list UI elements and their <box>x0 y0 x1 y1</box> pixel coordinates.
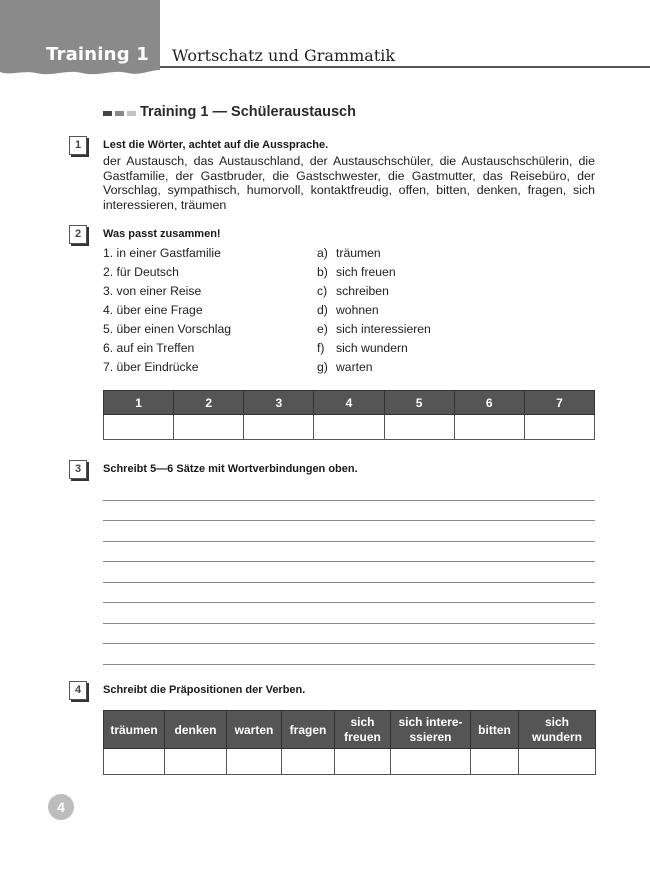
writing-line[interactable] <box>103 582 595 583</box>
preposition-cell[interactable] <box>471 749 519 775</box>
grid-header-3: 3 <box>244 391 314 415</box>
verb-header-text: träumen <box>110 722 158 737</box>
verb-header-denken <box>165 711 227 749</box>
left-item-2: 2. für Deutsch <box>103 265 179 279</box>
verb-header-text: fragen <box>289 722 327 737</box>
answer-cell-5[interactable] <box>384 415 454 440</box>
verb-header-traeumen <box>104 711 165 749</box>
grid-header-7: 7 <box>524 391 594 415</box>
right-item-g <box>317 360 373 374</box>
task-4-instruction: Schreibt die Präpositionen der Verben. <box>103 684 306 696</box>
right-item-text: schreiben <box>336 284 389 298</box>
verb-header-fragen <box>282 711 335 749</box>
right-item-text: träumen <box>336 246 381 260</box>
verb-header-text: bitten <box>478 722 511 737</box>
right-item-text: warten <box>336 360 373 374</box>
verb-header-bitten <box>471 711 519 749</box>
verb-header-text: freuen <box>344 729 381 744</box>
answer-cell-7[interactable] <box>524 415 594 440</box>
preposition-cell[interactable] <box>227 749 282 775</box>
task-2-number: 2 <box>69 225 87 244</box>
header-tab-shape <box>0 0 160 78</box>
task-3-instruction: Schreibt 5—6 Sätze mit Wortverbindungen oben. <box>103 463 358 475</box>
task-1-instruction: Lest die Wörter, achtet auf die Aussprache. <box>103 139 329 151</box>
right-item-c <box>317 284 389 298</box>
left-item-7: 7. über Eindrücke <box>103 360 199 374</box>
verb-header-sich-interessieren <box>391 711 471 749</box>
right-item-d <box>317 303 379 317</box>
task-4-number: 4 <box>69 681 87 700</box>
task-1-number: 1 <box>69 136 87 155</box>
right-item-e <box>317 322 431 336</box>
right-item-text: wohnen <box>336 303 379 317</box>
task-2-left-list <box>103 246 303 386</box>
header-title: Wortschatz und Grammatik <box>172 46 396 65</box>
writing-line[interactable] <box>103 520 595 521</box>
writing-line[interactable] <box>103 623 595 624</box>
task-3-number: 3 <box>69 460 87 479</box>
header-rule <box>160 66 650 68</box>
writing-line[interactable] <box>103 541 595 542</box>
right-item-letter: f) <box>317 341 325 355</box>
preposition-cell[interactable] <box>335 749 391 775</box>
answer-cell-2[interactable] <box>174 415 244 440</box>
grid-header-4: 4 <box>314 391 384 415</box>
right-item-letter: a) <box>317 246 328 260</box>
right-item-text: sich interessieren <box>336 322 431 336</box>
grid-header-2: 2 <box>174 391 244 415</box>
right-item-a <box>317 246 381 260</box>
task-2-right-list <box>317 246 517 386</box>
task-1-word-list: der Austausch, das Austauschland, der Austauschschüler, die Austauschschülerin, die Gastfamilie, der Gastbruder, die Gastschwester, die Gastmutter, das Reisebüro, der Vorschlag, sympathisch, humorvoll, kontaktfreudig, offen, bitten, denken, fragen, sich interessieren, träumen <box>103 154 595 212</box>
task-2-instruction: Was passt zusammen! <box>103 228 221 240</box>
verb-header-text: sich <box>350 714 375 729</box>
header-tab-label: Training 1 <box>46 44 149 65</box>
preposition-cell[interactable] <box>519 749 596 775</box>
writing-line[interactable] <box>103 500 595 501</box>
right-item-letter: g) <box>317 360 328 374</box>
right-item-letter: b) <box>317 265 328 279</box>
right-item-text: sich wundern <box>336 341 408 355</box>
preposition-cell[interactable] <box>391 749 471 775</box>
left-item-3: 3. von einer Reise <box>103 284 202 298</box>
answer-cell-3[interactable] <box>244 415 314 440</box>
verb-header-text: ssieren <box>409 729 452 744</box>
right-item-letter: c) <box>317 284 328 298</box>
task-2-answer-grid <box>103 390 595 440</box>
writing-line[interactable] <box>103 561 595 562</box>
grid-header-6: 6 <box>454 391 524 415</box>
writing-line[interactable] <box>103 602 595 603</box>
verb-header-text: warten <box>234 722 274 737</box>
left-item-5: 5. über einen Vorschlag <box>103 322 232 336</box>
right-item-f <box>317 341 408 355</box>
writing-line[interactable] <box>103 664 595 665</box>
answer-cell-6[interactable] <box>454 415 524 440</box>
verb-header-text: sich <box>544 714 569 729</box>
answer-cell-4[interactable] <box>314 415 384 440</box>
page-number-badge: 4 <box>48 794 74 820</box>
section-title: Training 1 — Schüleraustausch <box>140 104 356 120</box>
left-item-4: 4. über eine Frage <box>103 303 203 317</box>
right-item-letter: e) <box>317 322 328 336</box>
task-4-prepositions-table <box>103 710 596 775</box>
right-item-text: sich freuen <box>336 265 396 279</box>
section-marker-icon <box>103 111 137 117</box>
preposition-cell[interactable] <box>282 749 335 775</box>
verb-header-sich-wundern <box>519 711 596 749</box>
grid-header-1: 1 <box>104 391 174 415</box>
left-item-1: 1. in einer Gastfamilie <box>103 246 221 260</box>
verb-header-sich-freuen <box>335 711 391 749</box>
grid-header-5: 5 <box>384 391 454 415</box>
verb-header-text: denken <box>174 722 217 737</box>
writing-line[interactable] <box>103 643 595 644</box>
answer-cell-1[interactable] <box>104 415 174 440</box>
preposition-cell[interactable] <box>165 749 227 775</box>
preposition-cell[interactable] <box>104 749 165 775</box>
left-item-6: 6. auf ein Treffen <box>103 341 195 355</box>
verb-header-text: sich intere- <box>398 714 463 729</box>
right-item-b <box>317 265 396 279</box>
right-item-letter: d) <box>317 303 328 317</box>
verb-header-text: wundern <box>532 729 582 744</box>
verb-header-warten <box>227 711 282 749</box>
